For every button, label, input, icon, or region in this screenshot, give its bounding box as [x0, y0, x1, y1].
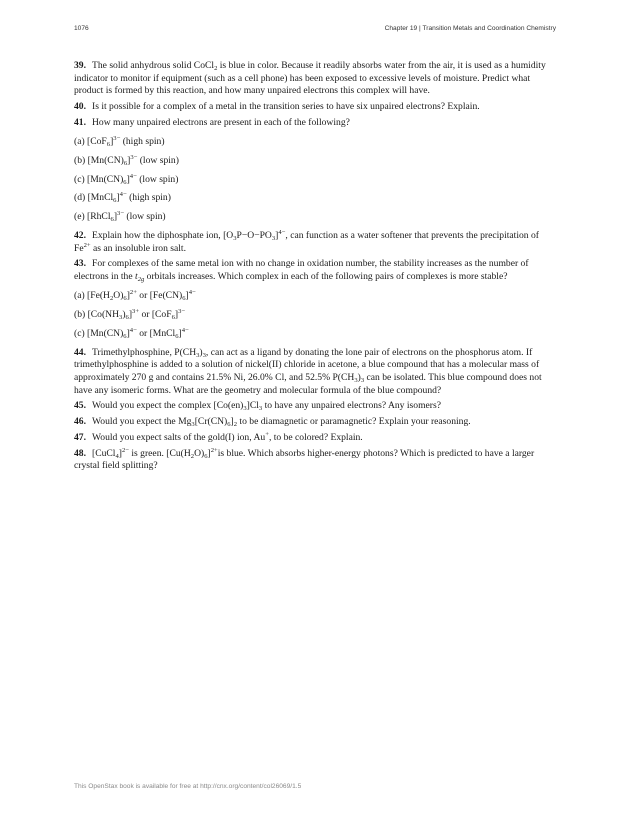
exercise-40: 40. Is it possible for a complex of a metal in the transition series to have six unpaired electrons? Explain. [74, 100, 480, 112]
exercise-42: 42. Explain how the diphosphate ion, $[O_3P-O-PO_3]^{4-}$, can function as a water softener that prevents the precipitation of $Fe^{2+}$ as an insoluble iron salt. [74, 229, 539, 254]
exercise-39: 39. The solid anhydrous solid CoCl$_2$ is blue in color. Because it readily absorbs water from the air, it is used as a humidity indicator to monitor if equipment (such as a cell phone) has been exposed to excessive levels of moisture. Predict what product is formed by this reaction, and how many unpaired electrons this complex will have. [74, 60, 546, 97]
exercise-45: 45. Would you expect the complex $[Co(en)_3]Cl_3$ to have any unpaired electrons? Any isomers? [74, 400, 441, 413]
exercise-41-option-e: (e) [RhCl$_6$]$^{3-}$ (low spin) [74, 210, 166, 224]
exercise-41-option-a: (a) $[CoF_6]^{3-}$ (high spin) [74, 135, 165, 149]
page-footer: This OpenStax book is available for free at http://cnx.org/content/col26069/1.5 [74, 783, 302, 790]
exercise-43-option-a: (a) $[Fe(H_2O)_6]^{2+}$ or $[Fe(CN)_6]^{4-}$ [74, 289, 196, 303]
exercise-44: 44. Trimethylphosphine, $P(CH_3)_3$, can act as a ligand by donating the lone pair of electrons on the phosphorus atom. If trimethylphosphine is added to a solution of nickel(II) chloride in acetone, a blue compound that has a molecular mass of approximately 270 g and contains 21.5% Ni, 26.0% Cl, and 52.5% $P(CH_3)_3$ can be isolated. This blue compound does not have any isomeric forms. What are the geometry and molecular formula of the blue compound? [74, 346, 542, 396]
exercise-41: 41. How many unpaired electrons are present in each of the following? [74, 116, 350, 128]
chapter-header: Chapter 19 | Transition Metals and Coordination Chemistry [384, 25, 556, 32]
exercise-43-option-c: (c) $[Mn(CN)_6]^{4-}$ or [MnCl$_6$]$^{4-}$ [74, 326, 189, 340]
exercise-47: 47. Would you expect salts of the gold(I) ion, Au+, to be colored? Explain. [74, 430, 363, 443]
exercise-46: 46. Would you expect the $Mg_3[Cr(CN)_6]_2$ to be diamagnetic or paramagnetic? Explain your reasoning. [74, 416, 471, 429]
page-number: 1076 [74, 25, 89, 32]
exercise-48: 48. [CuCl$_4$]$^{2-}$ is green. $[Cu(H_2O)_6]^{2+}is$ blue. Which absorbs higher-energy photons? Which is predicted to have a larger crystal field splitting? [74, 446, 535, 472]
exercise-43: 43. For complexes of the same metal ion with no change in oxidation number, the stability increases as the number of electrons in the $t_{2g}$ orbitals increases. Which complex in each of the following pairs of complexes is more stable? [74, 258, 529, 284]
exercise-41-option-c: (c) $[Mn(CN)_6]^{4-}$ (low spin) [74, 172, 179, 186]
exercise-41-option-d: (d) [MnCl$_6$]$^{4-}$ (high spin) [74, 191, 171, 205]
exercise-43-option-b: (b) $[Co(NH_3)_6]^{3+}$ or $[CoF_6]^{3-}$ [74, 308, 186, 322]
exercise-list [74, 60, 556, 476]
exercise-41-option-b: (b) $[Mn(CN)_6]^{3-}$ (low spin) [74, 153, 179, 167]
